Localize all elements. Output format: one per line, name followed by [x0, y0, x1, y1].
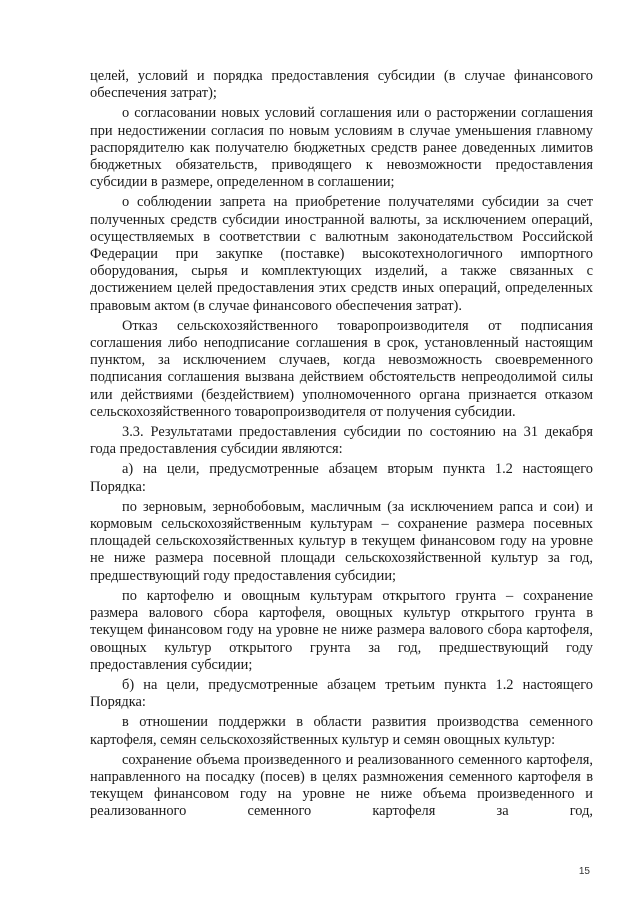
- document-body: [90, 68, 593, 821]
- paragraph-4: Отказ сельскохозяйственного товаропроизводителя от подписания соглашения либо неподписание соглашения в срок, установленный настоящим пунктом, за исключением случаев, когда невозможность своевременного подписания соглашения вызвана действием обстоятельств непреодолимой силы или действиями (бездействием) уполномоченного органа признается отказом сельскохозяйственного товаропроизводителя от получения субсидии.: [90, 317, 593, 420]
- paragraph-10: в отношении поддержки в области развития производства семенного картофеля, семян сельскохозяйственных культур и семян овощных культур:: [90, 714, 593, 748]
- paragraph-7: по зерновым, зернобобовым, масличным (за исключением рапса и сои) и кормовым сельскохозяйственным культурам – сохранение размера посевных площадей сельскохозяйственных культур в текущем финансовом году на уровне не ниже размера посевной площади сельскохозяйственной культур за год, предшествующий году предоставления субсидии;: [90, 498, 593, 584]
- page-number: 15: [578, 866, 590, 877]
- paragraph-2: о согласовании новых условий соглашения или о расторжении соглашения при недостижении согласия по новым условиям в случае уменьшения главному распорядителю как получателю бюджетных средств ранее доведенных лимитов бюджетных обязательств, приводящего к невозможности предоставления субсидии в размере, определенном в соглашении;: [90, 105, 593, 191]
- paragraph-1: целей, условий и порядка предоставления субсидии (в случае финансового обеспечения затрат);: [90, 68, 593, 102]
- paragraph-3: о соблюдении запрета на приобретение получателями субсидии за счет полученных средств субсидии иностранной валюты, за исключением операций, осуществляемых в соответствии с валютным законодательством Российской Федерации при закупке (поставке) высокотехнологичного импортного оборудования, сырья и комплектующих изделий, а также связанных с достижением целей предоставления этих средств иных операций, определенных правовым актом (в случае финансового обеспечения затрат).: [90, 194, 593, 314]
- paragraph-8: по картофелю и овощным культурам открытого грунта – сохранение размера валового сбора картофеля, овощных культур открытого грунта в текущем финансовом году на уровне не ниже размера валового сбора картофеля, овощных культур открытого грунта за год, предшествующий году предоставления субсидии;: [90, 587, 593, 673]
- paragraph-6-item-a: а) на цели, предусмотренные абзацем вторым пункта 1.2 настоящего Порядка:: [90, 461, 593, 495]
- paragraph-9-item-b: б) на цели, предусмотренные абзацем третьим пункта 1.2 настоящего Порядка:: [90, 676, 593, 711]
- paragraph-11: сохранение объема произведенного и реализованного семенного картофеля, направленного на посадку (посев) в целях размножения семенного картофеля в текущем финансовом году на уровне не ниже объема произведенного и реализованного семенного картофеля за год,: [90, 751, 593, 820]
- paragraph-5-section-3-3: 3.3. Результатами предоставления субсидии по состоянию на 31 декабря года предоставления субсидии являются:: [90, 424, 593, 458]
